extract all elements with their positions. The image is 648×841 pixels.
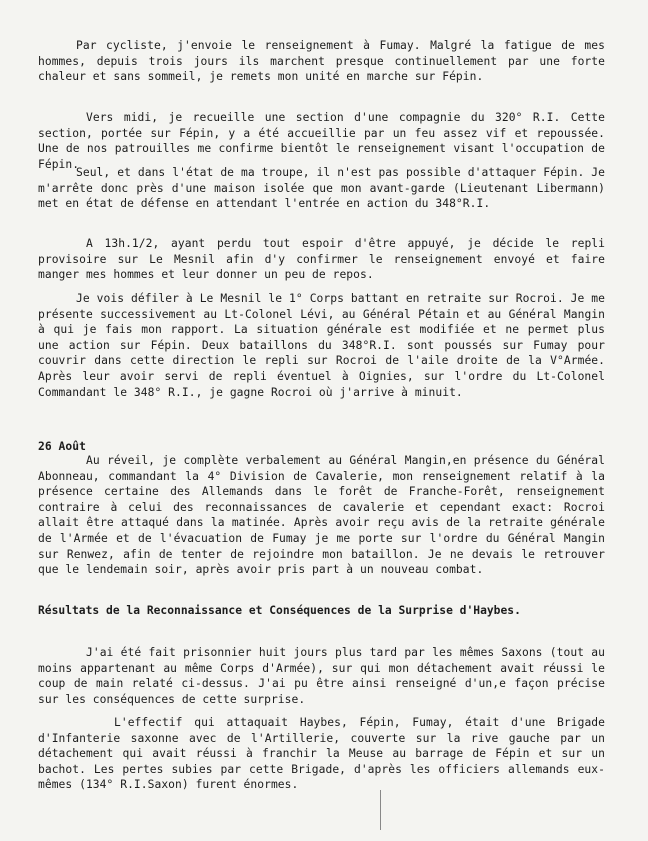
- scan-mark: [380, 790, 381, 830]
- paragraph-8: L'effectif qui attaquait Haybes, Fépin, Fumay, était d'une Brigade d'Infanterie saxonne avec de l'Artillerie, couverte sur la rive gauche par un détachement qui avait réussi à franchir la Meuse au barrage de Fépin et sur un bachot. Les pertes subies par cette Brigade, d'après les officiers allemands eux-mêmes (134° R.I.Saxon) furent énormes.: [38, 716, 605, 792]
- paragraph-6: Au réveil, je complète verbalement au Général Mangin,en présence du Général Abonneau, commandant la 4° Division de Cavalerie, mon renseignement relatif à la présence certaine des Allemands dans le forêt de Franche-Forêt, renseignement contraire à celui des reconnaissances de cavalerie et cependant exact: Rocroi allait être attaqué dans la matinée. Après avoir reçu avis de la retraite générale de l'Armée et de l'évacuation de Fumay je me porte sur l'ordre du Général Mangin sur Renwez, afin de tenter de rejoindre mon bataillon. Je ne devais le retrouver que le lendemain soir, après avoir pris part à un nouveau combat.: [38, 454, 605, 577]
- section-title: Résultats de la Reconnaissance et Conséquences de la Surprise d'Haybes.: [38, 604, 521, 617]
- paragraph-1: Par cycliste, j'envoie le renseignement à Fumay. Malgré la fatigue de mes hommes, depuis trois jours ils marchent presque continuellement par une forte chaleur et sans sommeil, je remets mon unité en marche sur Fépin.: [38, 39, 605, 84]
- paragraph-7: J'ai été fait prisonnier huit jours plus tard par les mêmes Saxons (tout au moins appartenant au même Corps d'Armée), sur qui mon détachement avait réussi le coup de main relaté ci-dessus. J'ai pu être ainsi renseigné d'un,e façon précise sur les conséquences de cette surprise.: [38, 646, 605, 706]
- date-heading: 26 Août: [38, 440, 86, 453]
- paragraph-2: Vers midi, je recueille une section d'une compagnie du 320° R.I. Cette section, portée sur Fépin, y a été accueillie par un feu assez vif et repoussée. Une de nos patrouilles me confirme bientôt le renseignement visant l'occupation de Fépin.: [38, 111, 605, 171]
- paragraph-4: A 13h.1/2, ayant perdu tout espoir d'être appuyé, je décide le repli provisoire sur Le Mesnil afin d'y confirmer le renseignement envoyé et faire manger mes hommes et leur donner un peu de repos.: [38, 237, 605, 282]
- paragraph-3: Seul, et dans l'état de ma troupe, il n'est pas possible d'attaquer Fépin. Je m'arrête donc près d'une maison isolée que mon avant-garde (Lieutenant Libermann) met en état de défense en attendant l'entrée en action du 348°R.I.: [38, 166, 605, 211]
- paragraph-5: Je vois défiler à Le Mesnil le 1° Corps battant en retraite sur Rocroi. Je me présente successivement au Lt-Colonel Lévi, au Général Pétain et au Général Mangin à qui je fais mon rapport. La situation générale est modifiée et ne permet plus une action sur Fépin. Deux bataillons du 348°R.I. sont poussés sur Fumay pour couvrir dans cette direction le repli sur Rocroi de l'aile droite de la V°Armée. Après leur avoir servi de repli éventuel à Oignies, sur l'ordre du Lt-Colonel Commandant le 348° R.I., je gagne Rocroi où j'arrive à minuit.: [38, 292, 605, 399]
